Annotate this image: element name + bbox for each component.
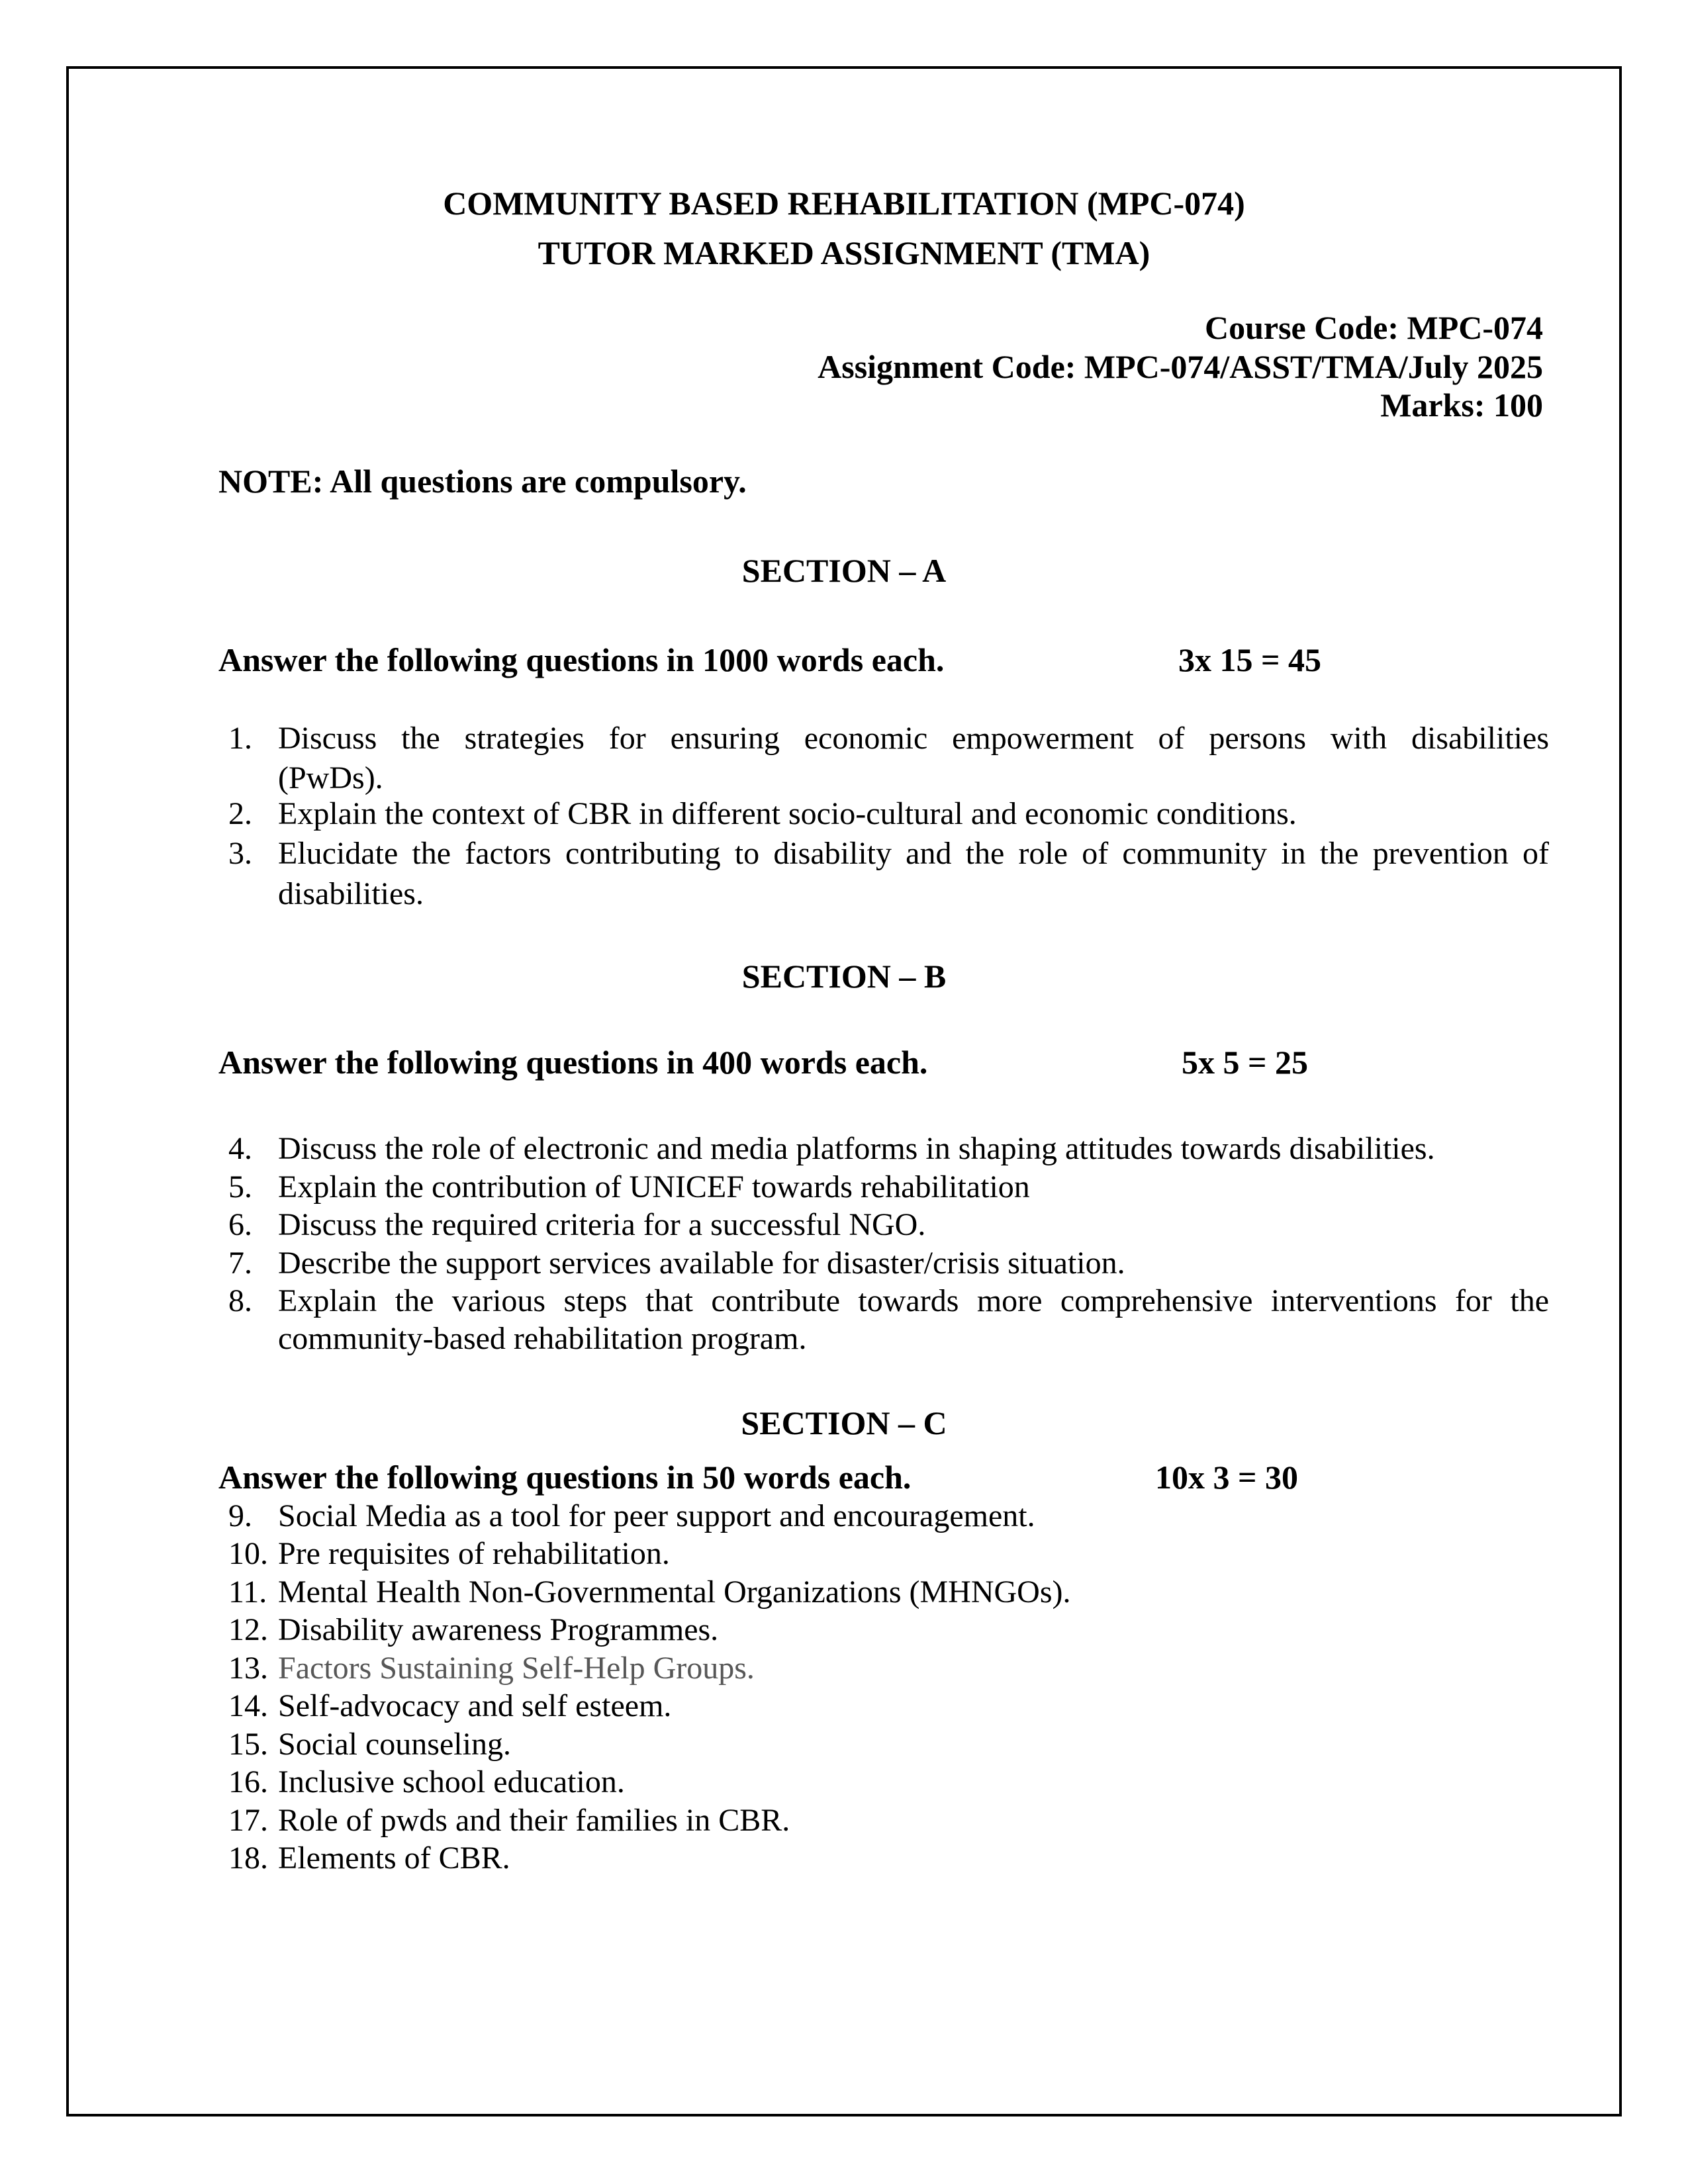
question-line-text: Explain the various steps that contribute towards more comprehensive interventions for the xyxy=(278,1283,1549,1318)
question-number: 4. xyxy=(228,1131,252,1166)
section-heading: SECTION – B xyxy=(741,958,947,995)
question-line-text: Disability awareness Programmes. xyxy=(278,1612,719,1647)
question-number: 6. xyxy=(228,1207,252,1242)
question-line-text: Explain the context of CBR in different socio-cultural and economic conditions. xyxy=(278,796,1297,831)
question-continuation-line xyxy=(228,762,1549,795)
assignment-code: Assignment Code: MPC-074/ASST/TMA/July 2025 xyxy=(818,348,1543,385)
question-line-text: Explain the contribution of UNICEF towards rehabilitation xyxy=(278,1169,1030,1205)
question-number: 7. xyxy=(228,1246,252,1281)
question-item xyxy=(228,1766,1549,1799)
question-line-text: Self-advocacy and self esteem. xyxy=(278,1688,672,1723)
question-item xyxy=(228,1208,1549,1242)
question-line-text: Social Media as a tool for peer support and encouragement. xyxy=(278,1498,1035,1533)
question-item xyxy=(228,1285,1549,1318)
section-instruction-row xyxy=(218,643,1549,677)
question-number: 12. xyxy=(228,1612,268,1647)
question-continuation-line xyxy=(228,1322,1549,1355)
question-number: 1. xyxy=(228,721,252,756)
question-number: 18. xyxy=(228,1841,268,1876)
section-heading: SECTION – A xyxy=(741,552,947,589)
question-line-text: Discuss the required criteria for a successful NGO. xyxy=(278,1207,926,1242)
question-number: 17. xyxy=(228,1803,268,1838)
question-number: 14. xyxy=(228,1688,268,1723)
instruction-text: Answer the following questions in 50 words each. xyxy=(218,1459,912,1496)
question-line-text: Elements of CBR. xyxy=(278,1841,510,1876)
question-item xyxy=(228,1576,1549,1609)
question-number: 11. xyxy=(228,1574,267,1610)
question-line-text: Social counseling. xyxy=(278,1727,511,1762)
section-instruction-row xyxy=(218,1460,1549,1494)
question-number: 2. xyxy=(228,796,252,831)
marks-allocation: 3x 15 = 45 xyxy=(1178,641,1321,678)
question-line-text: Mental Health Non-Governmental Organizations (MHNGOs). xyxy=(278,1574,1071,1610)
page-title: COMMUNITY BASED REHABILITATION (MPC-074) xyxy=(443,185,1245,222)
question-line-text: community-based rehabilitation program. xyxy=(278,1321,807,1356)
question-item xyxy=(228,797,1549,831)
note-text: NOTE: All questions are compulsory. xyxy=(218,463,747,500)
question-item xyxy=(228,1728,1549,1761)
question-number: 16. xyxy=(228,1764,268,1799)
section-heading: SECTION – C xyxy=(741,1404,947,1441)
question-number: 8. xyxy=(228,1283,252,1318)
question-number: 3. xyxy=(228,836,252,871)
instruction-text: Answer the following questions in 400 words each. xyxy=(218,1044,928,1081)
question-number: 5. xyxy=(228,1169,252,1205)
section-instruction-row xyxy=(218,1045,1549,1079)
question-item xyxy=(228,837,1549,870)
marks-allocation: 10x 3 = 30 xyxy=(1155,1459,1298,1496)
question-line-text: Discuss the strategies for ensuring economic empowerment of persons with disabilities xyxy=(278,721,1549,756)
question-number: 9. xyxy=(228,1498,252,1533)
question-item xyxy=(228,1171,1549,1204)
question-number: 13. xyxy=(228,1651,268,1686)
instruction-text: Answer the following questions in 1000 words each. xyxy=(218,641,945,678)
question-item xyxy=(228,1537,1549,1570)
question-item xyxy=(228,1842,1549,1875)
question-line-text: (PwDs). xyxy=(278,760,383,796)
page-subtitle: TUTOR MARKED ASSIGNMENT (TMA) xyxy=(538,234,1150,271)
total-marks: Marks: 100 xyxy=(1380,387,1543,424)
question-item xyxy=(228,722,1549,755)
question-item xyxy=(228,1690,1549,1723)
question-line-text: disabilities. xyxy=(278,876,424,911)
question-item xyxy=(228,1652,1549,1685)
question-item xyxy=(228,1614,1549,1647)
question-line-text: Describe the support services available for disaster/crisis situation. xyxy=(278,1246,1125,1281)
question-line-text: Role of pwds and their families in CBR. xyxy=(278,1803,790,1838)
question-item xyxy=(228,1132,1549,1165)
question-line-text: Factors Sustaining Self-Help Groups. xyxy=(278,1651,755,1686)
question-line-text: Inclusive school education. xyxy=(278,1764,625,1799)
question-number: 10. xyxy=(228,1536,268,1571)
question-line-text: Pre requisites of rehabilitation. xyxy=(278,1536,670,1571)
question-line-text: Discuss the role of electronic and media platforms in shaping attitudes towards disabilities. xyxy=(278,1131,1435,1166)
course-code: Course Code: MPC-074 xyxy=(1204,309,1543,346)
question-line-text: Elucidate the factors contributing to disability and the role of community in the prevention of xyxy=(278,836,1549,871)
question-continuation-line xyxy=(228,878,1549,911)
question-item xyxy=(228,1804,1549,1837)
question-number: 15. xyxy=(228,1727,268,1762)
marks-allocation: 5x 5 = 25 xyxy=(1182,1044,1308,1081)
question-item xyxy=(228,1500,1549,1533)
question-item xyxy=(228,1247,1549,1280)
